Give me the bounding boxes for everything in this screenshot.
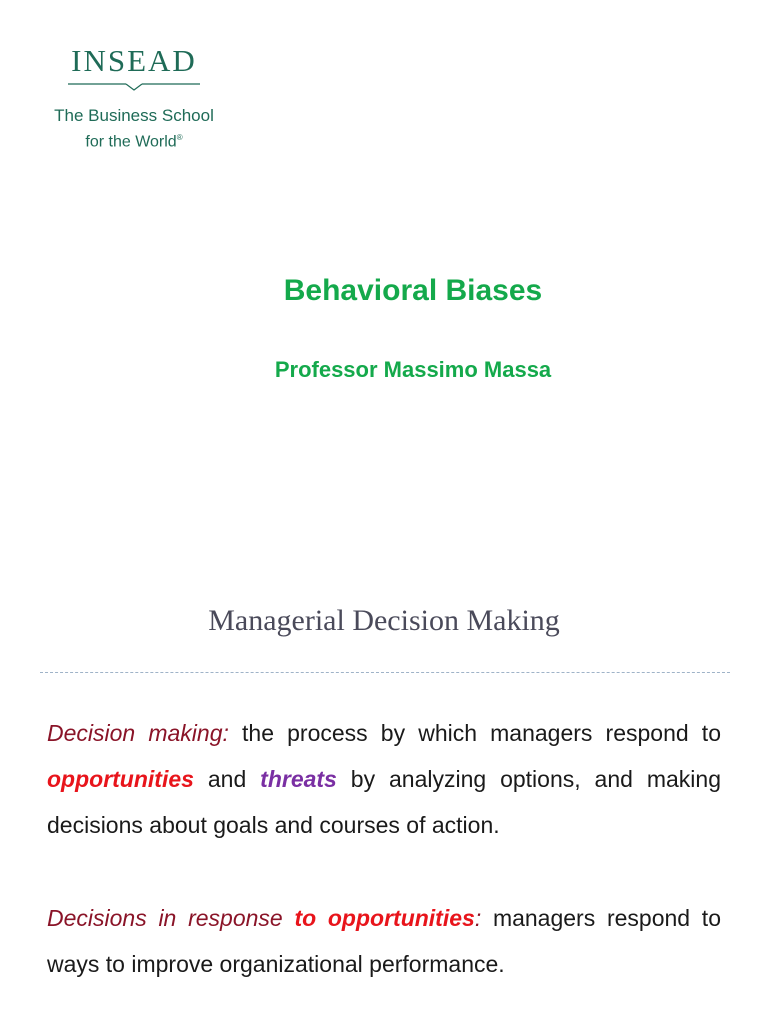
definition-term: Decision making: [47,720,229,746]
section-heading: Managerial Decision Making [208,604,560,637]
logo-tagline-line2: for the World® [85,133,183,151]
definition-paragraph: Decision making: the process by which managers respond to opportunities and threats by analyzing options, and making decisions about goals and courses of action. [47,720,721,838]
logo-divider-icon [68,82,200,92]
presenter-name: Professor Massimo Massa [274,357,552,382]
registered-mark: ® [176,133,183,142]
section-divider [40,672,730,673]
opportunities-paragraph: Decisions in response to opportunities: managers respond to ways to improve organizational performance. [47,905,721,977]
highlight-opportunities: opportunities [47,766,194,792]
opportunities-term: Decisions in response [47,905,295,931]
logo-wordmark: INSEAD [71,43,197,78]
page-title: Behavioral Biases [283,274,543,307]
insead-logo [48,43,220,151]
highlight-to-opportunities: to opportunities [294,905,475,931]
highlight-threats: threats [260,766,337,792]
logo-tagline-line1: The Business School [54,106,214,125]
